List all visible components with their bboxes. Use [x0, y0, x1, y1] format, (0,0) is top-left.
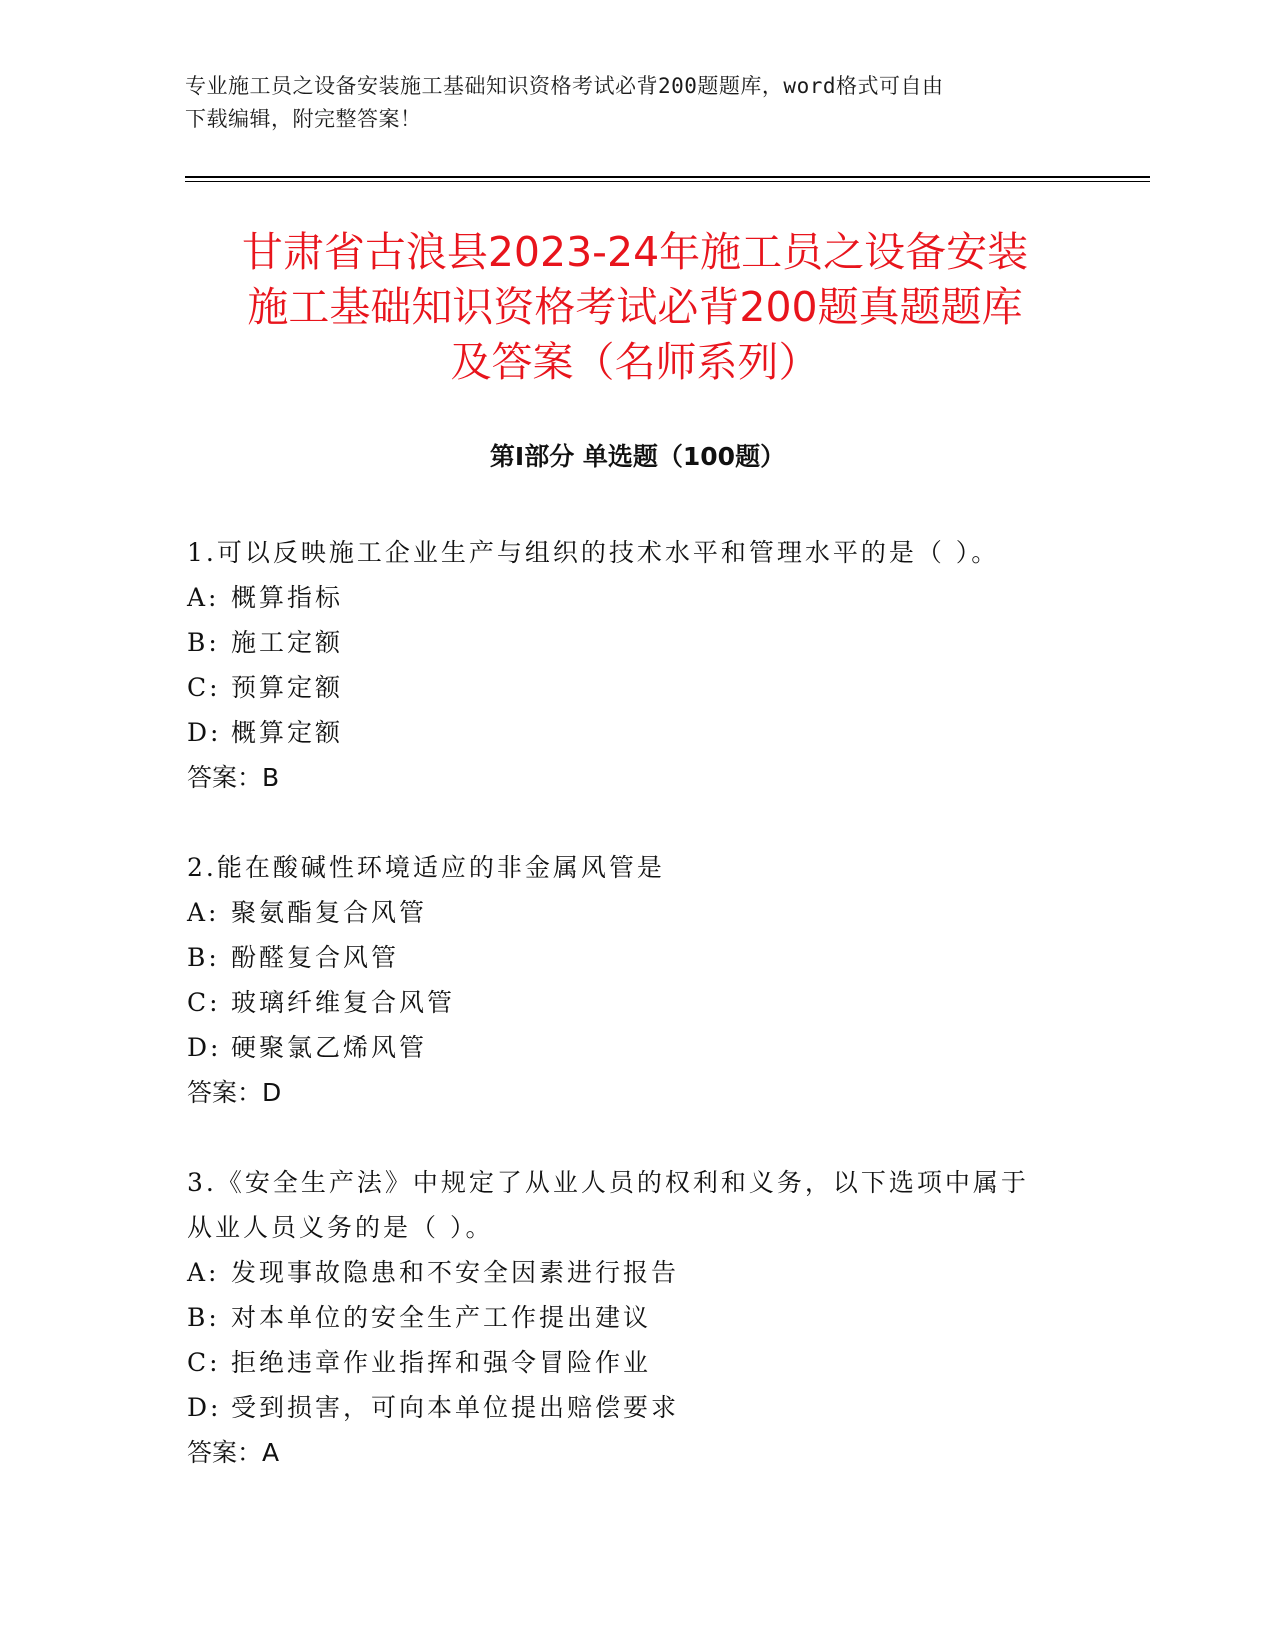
option-key: C:	[187, 673, 221, 702]
option-key: A:	[187, 898, 220, 927]
option-d	[187, 1025, 1087, 1070]
option-c	[187, 665, 1087, 710]
option-text: 发现事故隐患和不安全因素进行报告	[231, 1258, 680, 1287]
title-line-2: 施工基础知识资格考试必背200题真题题库	[247, 283, 1023, 331]
header-rule-thick	[185, 176, 1150, 178]
question-stem: 2.能在酸碱性环境适应的非金属风管是	[187, 853, 665, 882]
option-text: 拒绝违章作业指挥和强令冒险作业	[231, 1348, 652, 1377]
option-b	[187, 620, 1087, 665]
question-2	[187, 845, 1087, 1115]
option-text: 施工定额	[231, 628, 344, 657]
option-b	[187, 935, 1087, 980]
option-text: 概算指标	[231, 583, 344, 612]
option-key: B:	[187, 628, 220, 657]
header-note-line-2: 下载编辑，附完整答案！	[185, 107, 422, 131]
option-key: B:	[187, 943, 220, 972]
header-note-line-1: 专业施工员之设备安装施工基础知识资格考试必背200题题库，word格式可自由	[185, 74, 944, 98]
header-note	[185, 70, 1085, 136]
option-text: 酚醛复合风管	[231, 943, 400, 972]
option-text: 受到损害，可向本单位提出赔偿要求	[231, 1393, 680, 1422]
answer: 答案：A	[187, 1438, 280, 1467]
option-key: D:	[187, 1393, 222, 1422]
option-text: 概算定额	[231, 718, 344, 747]
option-text: 聚氨酯复合风管	[231, 898, 428, 927]
section-title: 第Ⅰ部分 单选题（100题）	[489, 442, 786, 471]
document-title	[195, 225, 1075, 390]
option-key: D:	[187, 1033, 222, 1062]
question-list	[187, 530, 1087, 1520]
question-stem-continued: 从业人员义务的是（ ）。	[187, 1213, 494, 1242]
option-a	[187, 575, 1087, 620]
option-d	[187, 710, 1087, 755]
option-key: B:	[187, 1303, 220, 1332]
option-text: 玻璃纤维复合风管	[231, 988, 456, 1017]
option-a	[187, 890, 1087, 935]
option-key: A:	[187, 583, 220, 612]
answer: 答案：B	[187, 763, 280, 792]
option-key: A:	[187, 1258, 220, 1287]
option-c	[187, 980, 1087, 1025]
header-rule-thin	[185, 181, 1150, 182]
option-text: 硬聚氯乙烯风管	[231, 1033, 428, 1062]
answer: 答案：D	[187, 1078, 282, 1107]
question-stem: 3.《安全生产法》中规定了从业人员的权利和义务，以下选项中属于	[187, 1168, 1029, 1197]
option-c	[187, 1340, 1087, 1385]
question-3	[187, 1160, 1087, 1475]
question-1	[187, 530, 1087, 800]
question-stem: 1.可以反映施工企业生产与组织的技术水平和管理水平的是（ ）。	[187, 538, 1000, 567]
option-d	[187, 1385, 1087, 1430]
option-a	[187, 1250, 1087, 1295]
option-key: C:	[187, 1348, 221, 1377]
title-line-1: 甘肃省古浪县2023-24年施工员之设备安装	[241, 228, 1029, 276]
option-text: 预算定额	[231, 673, 344, 702]
option-b	[187, 1295, 1087, 1340]
option-text: 对本单位的安全生产工作提出建议	[231, 1303, 652, 1332]
option-key: C:	[187, 988, 221, 1017]
option-key: D:	[187, 718, 222, 747]
title-line-3: 及答案（名师系列）	[450, 338, 820, 386]
